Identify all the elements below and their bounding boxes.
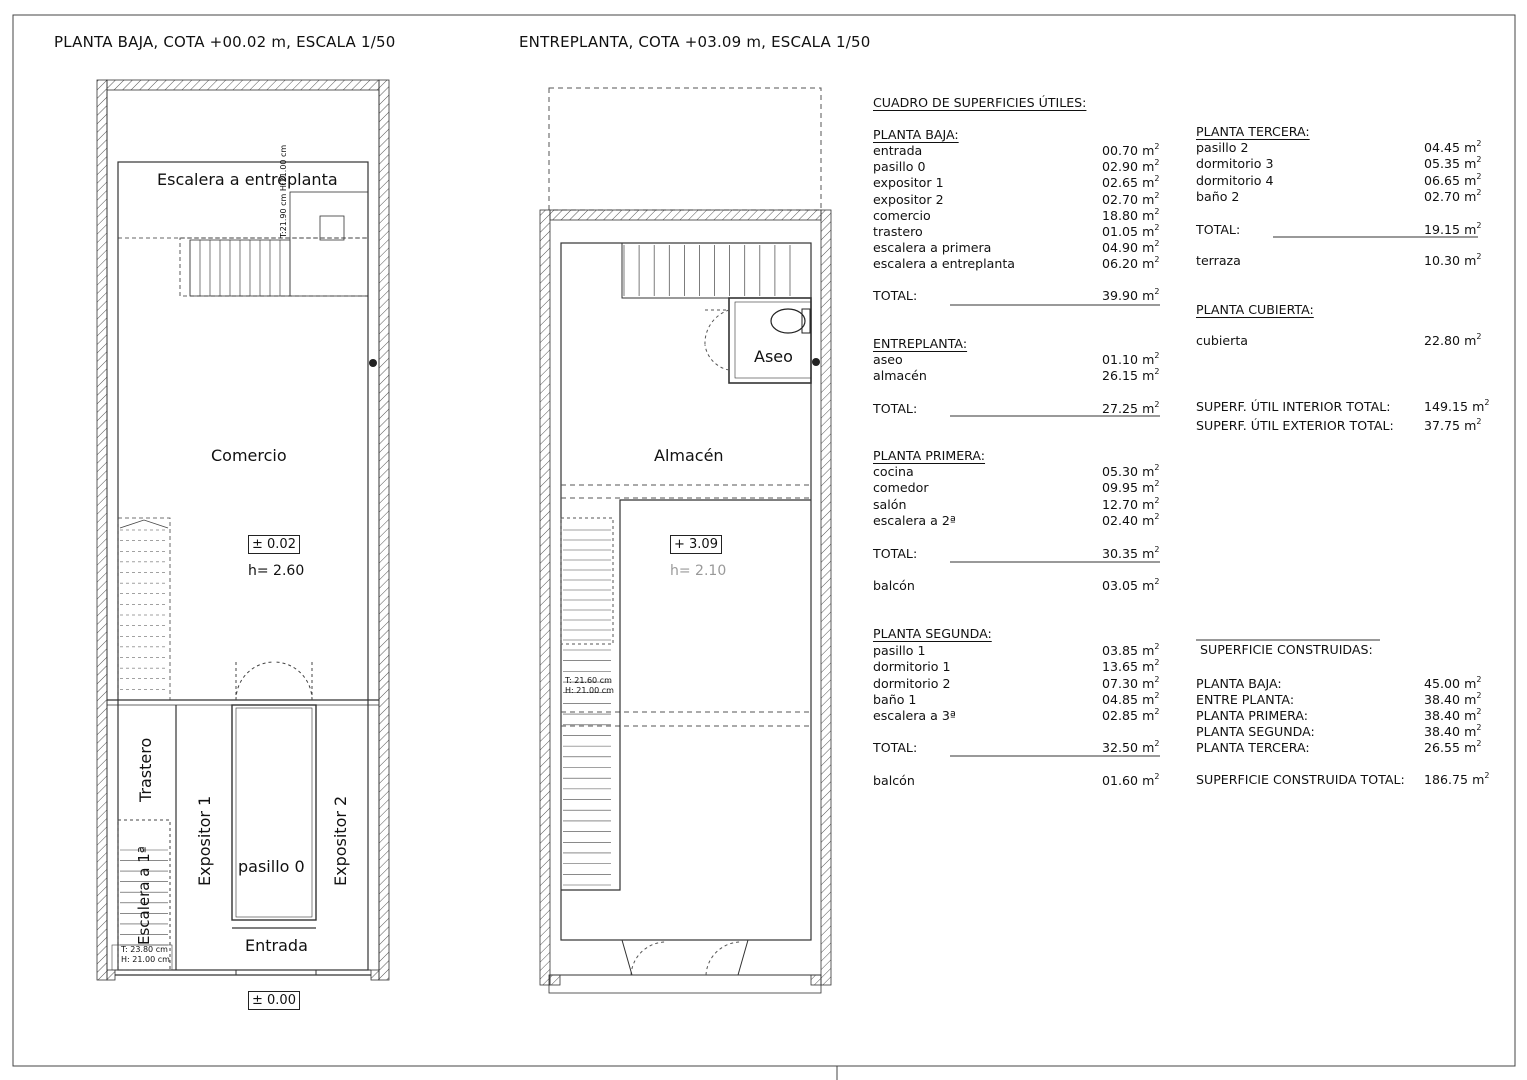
construida-total-value: 186.75 $m^2$ xyxy=(1424,771,1490,787)
primera-total-label: TOTAL: xyxy=(873,546,918,561)
construida-total-label: SUPERFICIE CONSTRUIDA TOTAL: xyxy=(1196,772,1405,787)
terraza-label: terraza xyxy=(1196,253,1241,268)
primera-balcon-value: 03.05 $m^2$ xyxy=(1102,577,1160,593)
table-row-label: pasillo 0 xyxy=(873,159,926,175)
ceiling-height-mezz: h= 2.10 xyxy=(670,563,727,579)
tercera-total-label: TOTAL: xyxy=(1196,222,1241,237)
terraza-value: 10.30 $m^2$ xyxy=(1424,252,1482,268)
cubierta-label: cubierta xyxy=(1196,333,1248,348)
table-row-value: 02.40 $m^2$ xyxy=(1102,512,1160,529)
table-row-label: escalera a entreplanta xyxy=(873,256,1015,272)
label-expositor-2: Expositor 2 xyxy=(331,795,350,886)
mezz-stair-dim-t: T: 21.60 cm xyxy=(565,676,612,685)
table-row-label: trastero xyxy=(873,224,923,239)
table-row-value: 13.65 $m^2$ xyxy=(1102,658,1160,675)
table-row-value: 06.65 $m^2$ xyxy=(1424,171,1482,188)
stair1-dim-h: H: 21.00 cm xyxy=(121,955,170,964)
table-row-value: 18.80 $m^2$ xyxy=(1102,206,1160,223)
table-row-value: 03.85 $m^2$ xyxy=(1102,642,1160,658)
segunda-total-value: 32.50 $m^2$ xyxy=(1102,739,1160,755)
construidas-title: SUPERFICIE CONSTRUIDAS: xyxy=(1200,642,1373,657)
table-row-value: 45.00 $m^2$ xyxy=(1424,675,1482,691)
table-row-value: 04.90 $m^2$ xyxy=(1102,239,1160,256)
table-row-label: escalera a 2ª xyxy=(873,513,956,529)
table-row-label: salón xyxy=(873,496,907,512)
baja-title: PLANTA BAJA: xyxy=(873,127,959,142)
level-mark-mezz: + 3.09 xyxy=(670,535,722,554)
superf-interior-value: 149.15 $m^2$ xyxy=(1424,398,1490,414)
stair-trastero xyxy=(118,518,170,700)
table-row-label: baño 2 xyxy=(1196,188,1240,204)
ground-floor-title: PLANTA BAJA, COTA +00.02 m, ESCALA 1/50 xyxy=(54,33,396,51)
table-row-value: 38.40 $m^2$ xyxy=(1424,723,1482,739)
table-row-value: 12.70 $m^2$ xyxy=(1102,495,1160,512)
cubierta-title: PLANTA CUBIERTA: xyxy=(1196,302,1314,317)
label-almacen: Almacén xyxy=(654,446,724,465)
back-wall xyxy=(107,80,379,90)
segunda-balcon-value: 01.60 $m^2$ xyxy=(1102,772,1160,788)
table-row-label: expositor 2 xyxy=(873,191,944,207)
pasillo-box xyxy=(232,705,316,920)
baja-total-value: 39.90 $m^2$ xyxy=(1102,287,1160,303)
table-row-label: escalera a 3ª xyxy=(873,708,956,724)
ground-marker xyxy=(369,359,377,367)
level-mark-street: ± 0.00 xyxy=(248,991,300,1010)
table-row-value: 02.85 $m^2$ xyxy=(1102,707,1160,724)
superf-interior-label: SUPERF. ÚTIL INTERIOR TOTAL: xyxy=(1196,399,1391,414)
primera-total-value: 30.35 $m^2$ xyxy=(1102,545,1160,561)
label-entrada: Entrada xyxy=(245,936,308,955)
aseo-box xyxy=(729,298,811,383)
ceiling-height-ground: h= 2.60 xyxy=(248,563,305,579)
table-row-value: 04.45 $m^2$ xyxy=(1424,139,1482,155)
baja-total-label: TOTAL: xyxy=(873,288,918,303)
table-row-label: dormitorio 1 xyxy=(873,659,951,675)
label-escalera-entreplanta: Escalera a entreplanta xyxy=(157,170,338,189)
tercera-title: PLANTA TERCERA: xyxy=(1196,124,1310,139)
table-row-value: 38.40 $m^2$ xyxy=(1424,707,1482,723)
table-row-label: ENTRE PLANTA: xyxy=(1196,692,1295,707)
segunda-title: PLANTA SEGUNDA: xyxy=(873,626,992,641)
entre-total-label: TOTAL: xyxy=(873,401,918,416)
table-row-label: comedor xyxy=(873,480,929,496)
label-expositor-1: Expositor 1 xyxy=(195,795,214,886)
table-row-label: PLANTA BAJA: xyxy=(1196,676,1282,691)
table-row-label: PLANTA PRIMERA: xyxy=(1196,708,1309,723)
cubierta-value: 22.80 $m^2$ xyxy=(1424,332,1482,348)
mezzanine-title: ENTREPLANTA, COTA +03.09 m, ESCALA 1/50 xyxy=(519,33,871,51)
label-pasillo-0: pasillo 0 xyxy=(238,857,305,876)
table-row-value: 02.90 $m^2$ xyxy=(1102,158,1160,175)
table-row-label: dormitorio 3 xyxy=(1196,156,1274,172)
label-aseo: Aseo xyxy=(754,347,793,366)
table-row-label: pasillo 2 xyxy=(1196,140,1249,155)
primera-balcon-label: balcón xyxy=(873,578,915,593)
tercera-total-value: 19.15 $m^2$ xyxy=(1424,221,1482,237)
table-row-label: entrada xyxy=(873,143,923,158)
table-row-label: PLANTA TERCERA: xyxy=(1196,740,1310,755)
table-row-label: dormitorio 2 xyxy=(873,675,951,691)
table-heading: CUADRO DE SUPERFICIES ÚTILES: xyxy=(873,95,1087,110)
table-row-value: 04.85 $m^2$ xyxy=(1102,690,1160,707)
label-escalera-primera: Escalera a 1ª xyxy=(135,846,153,945)
table-row-label: pasillo 1 xyxy=(873,643,926,658)
table-row-label: dormitorio 4 xyxy=(1196,172,1274,188)
table-row-value: 26.15 $m^2$ xyxy=(1102,367,1160,384)
table-row-value: 26.55 $m^2$ xyxy=(1424,739,1482,755)
toilet-icon xyxy=(771,309,805,333)
table-row-value: 05.35 $m^2$ xyxy=(1424,155,1482,172)
table-row-value: 05.30 $m^2$ xyxy=(1102,463,1160,479)
table-row-value: 02.70 $m^2$ xyxy=(1102,190,1160,207)
level-mark-ground: ± 0.02 xyxy=(248,535,300,554)
primera-title: PLANTA PRIMERA: xyxy=(873,448,986,463)
table-row-value: 02.65 $m^2$ xyxy=(1102,174,1160,191)
label-comercio: Comercio xyxy=(211,446,287,465)
table-row-value: 01.05 $m^2$ xyxy=(1102,223,1160,239)
superf-exterior-value: 37.75 $m^2$ xyxy=(1424,417,1482,433)
left-wall xyxy=(97,80,107,980)
table-row-label: expositor 1 xyxy=(873,175,944,191)
superf-exterior-label: SUPERF. ÚTIL EXTERIOR TOTAL: xyxy=(1196,418,1394,433)
right-wall xyxy=(379,80,389,980)
mezz-stair-dim-h: H: 21.00 cm xyxy=(565,686,614,695)
table-row-value: 02.70 $m^2$ xyxy=(1424,187,1482,204)
table-row-value: 01.10 $m^2$ xyxy=(1102,351,1160,367)
mezz-marker xyxy=(812,358,820,366)
segunda-total-label: TOTAL: xyxy=(873,740,918,755)
table-row-label: baño 1 xyxy=(873,691,917,707)
table-row-value: 09.95 $m^2$ xyxy=(1102,479,1160,496)
entreplanta-title: ENTREPLANTA: xyxy=(873,336,968,351)
stair-dimension: T:21.90 cm H:21.00 cm xyxy=(279,144,288,238)
stair-entreplanta xyxy=(118,192,368,296)
stair1-dim-t: T: 23.80 cm xyxy=(121,945,168,954)
segunda-balcon-label: balcón xyxy=(873,773,915,788)
table-row-label: aseo xyxy=(873,352,903,367)
table-row-value: 38.40 $m^2$ xyxy=(1424,691,1482,707)
label-trastero: Trastero xyxy=(136,737,155,802)
entre-total-value: 27.25 $m^2$ xyxy=(1102,400,1160,416)
table-row-label: escalera a primera xyxy=(873,240,992,256)
table-row-label: PLANTA SEGUNDA: xyxy=(1196,724,1315,739)
table-row-label: comercio xyxy=(873,207,931,223)
table-row-label: almacén xyxy=(873,368,927,384)
table-row-value: 07.30 $m^2$ xyxy=(1102,674,1160,691)
table-row-label: cocina xyxy=(873,464,914,479)
table-row-value: 06.20 $m^2$ xyxy=(1102,255,1160,272)
table-row-value: 00.70 $m^2$ xyxy=(1102,142,1160,158)
